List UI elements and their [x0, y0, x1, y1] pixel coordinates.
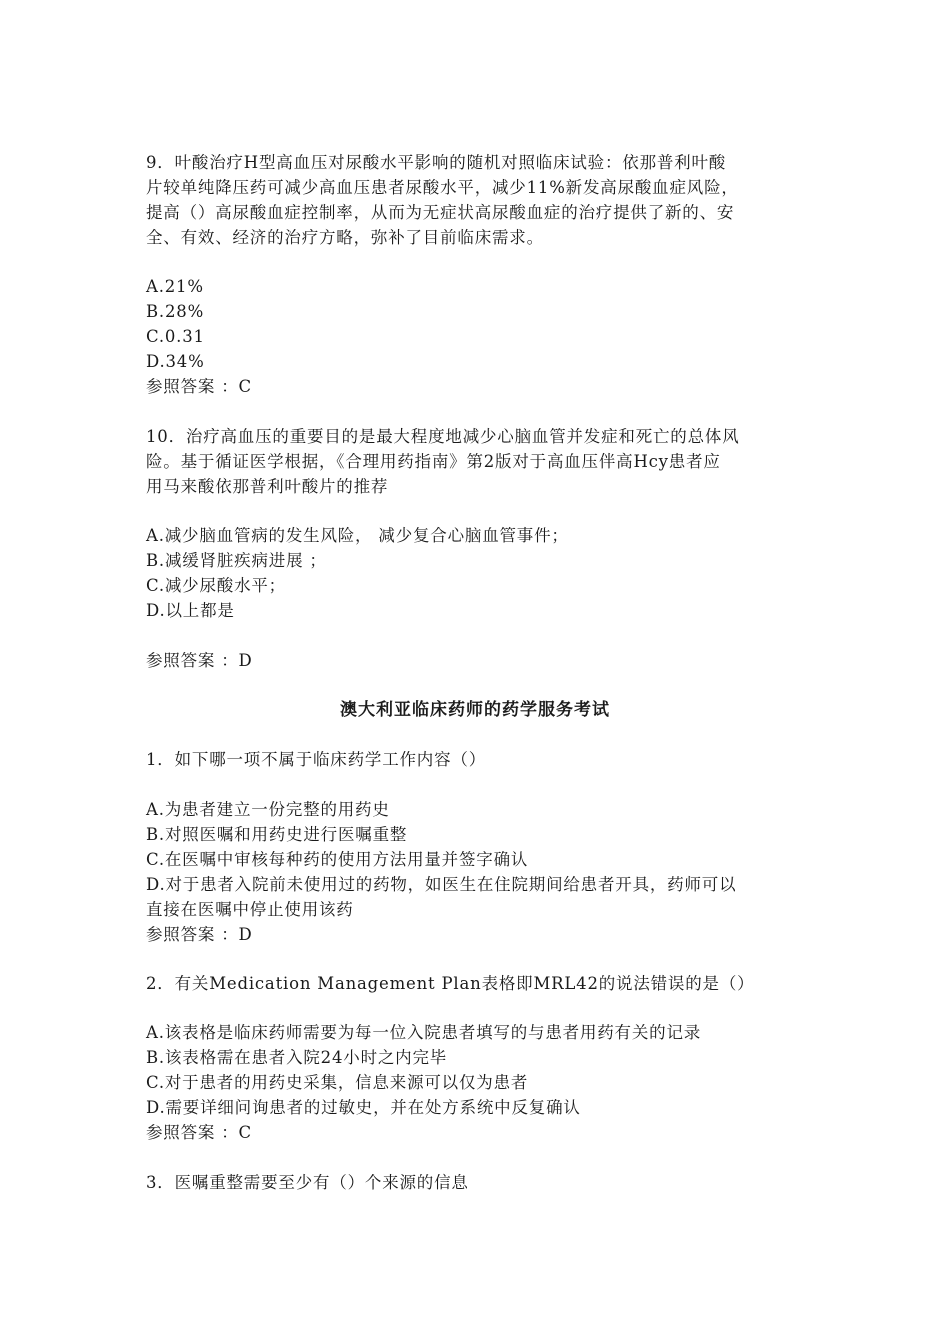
- answer: 参照答案 ：C: [146, 377, 252, 396]
- option-c: C.对于患者的用药史采集，信息来源可以仅为患者: [146, 1073, 529, 1092]
- section-question-2-options: [146, 1020, 816, 1145]
- section-question-3-stem: [146, 1170, 816, 1195]
- section-question-1-options: [146, 797, 816, 947]
- option-d: D.需要详细问询患者的过敏史，并在处方系统中反复确认: [146, 1098, 581, 1117]
- option-d-continued: 直接在医嘱中停止使用该药: [146, 900, 354, 919]
- option-a: A.该表格是临床药师需要为每一位入院患者填写的与患者用药有关的记录: [146, 1023, 702, 1042]
- answer: 参照答案 ：D: [146, 651, 253, 670]
- option-b: B.减缓肾脏疾病进展 ；: [146, 551, 327, 570]
- question-9-stem: [146, 150, 816, 250]
- option-d: D.以上都是: [146, 601, 235, 620]
- option-a: A.为患者建立一份完整的用药史: [146, 800, 390, 819]
- option-d: D.34%: [146, 352, 205, 371]
- option-c: C.在医嘱中审核每种药的使用方法用量并签字确认: [146, 850, 529, 869]
- stem-line: 提高（）高尿酸血症控制率，从而为无症状高尿酸血症的治疗提供了新的、安: [146, 203, 735, 222]
- option-c: C.0.31: [146, 327, 205, 346]
- answer: 参照答案 ：D: [146, 925, 253, 944]
- option-c: C.减少尿酸水平；: [146, 576, 286, 595]
- section-title: 澳大利亚临床药师的药学服务考试: [340, 700, 610, 720]
- stem-line: 2．有关Medication Management Plan表格即MRL42的说法错误的是（）: [146, 974, 755, 993]
- option-a: A.21%: [146, 277, 204, 296]
- stem-line: 片较单纯降压药可减少高血压患者尿酸水平，减少11%新发高尿酸血症风险，: [146, 178, 739, 197]
- stem-line: 险。基于循证医学根据，《合理用药指南》第2版对于高血压伴高Hcy患者应: [146, 452, 721, 471]
- stem-line: 全、有效、经济的治疗方略，弥补了目前临床需求。: [146, 228, 544, 247]
- option-a: A.减少脑血管病的发生风险， 减少复合心脑血管事件；: [146, 526, 569, 545]
- question-9-options: [146, 274, 816, 399]
- answer: 参照答案 ：C: [146, 1123, 252, 1142]
- option-b: B.该表格需在患者入院24小时之内完毕: [146, 1048, 448, 1067]
- question-10-options: [146, 523, 816, 623]
- stem-line: 9．叶酸治疗H型高血压对尿酸水平影响的随机对照临床试验：依那普利叶酸: [146, 153, 727, 172]
- option-b: B.对照医嘱和用药史进行医嘱重整: [146, 825, 408, 844]
- stem-line: 3．医嘱重整需要至少有（）个来源的信息: [146, 1173, 469, 1192]
- stem-line: 1．如下哪一项不属于临床药学工作内容（）: [146, 750, 486, 769]
- option-d: D.对于患者入院前未使用过的药物，如医生在住院期间给患者开具，药师可以: [146, 875, 737, 894]
- question-10-answer: [146, 648, 816, 673]
- stem-line: 10．治疗高血压的重要目的是最大程度地减少心脑血管并发症和死亡的总体风: [146, 427, 740, 446]
- section-question-1-stem: [146, 747, 816, 772]
- option-b: B.28%: [146, 302, 205, 321]
- stem-line: 用马来酸依那普利叶酸片的推荐: [146, 477, 389, 496]
- section-question-2-stem: [146, 971, 816, 996]
- question-10-stem: [146, 424, 816, 499]
